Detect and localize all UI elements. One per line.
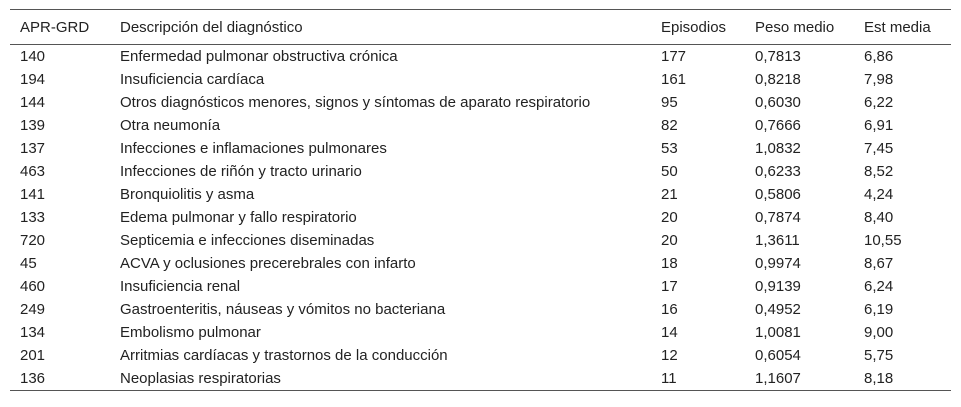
descripcion-cell: Insuficiencia renal [120, 278, 241, 295]
est-media-cell: 5,75 [864, 347, 894, 364]
peso-medio-cell: 0,6233 [755, 163, 801, 180]
table-row [10, 114, 951, 137]
est-media-cell: 10,55 [864, 232, 902, 249]
peso-medio-cell: 0,4952 [755, 301, 801, 318]
episodios-cell: 12 [661, 347, 678, 364]
table-header [10, 10, 951, 45]
peso-medio-cell: 0,6054 [755, 347, 801, 364]
peso-medio-cell: 1,0832 [755, 140, 801, 157]
apr-grd-cell: 45 [20, 255, 37, 272]
apr-grd-cell: 139 [20, 117, 46, 134]
episodios-cell: 95 [661, 94, 678, 111]
diagnosis-table [10, 9, 951, 391]
apr-grd-cell: 194 [20, 71, 46, 88]
episodios-cell: 18 [661, 255, 678, 272]
peso-medio-cell: 0,7813 [755, 48, 801, 65]
table-row [10, 45, 951, 69]
episodios-cell: 20 [661, 209, 678, 226]
episodios-cell: 50 [661, 163, 678, 180]
est-media-cell: 6,91 [864, 117, 894, 134]
diagnosis-table-container [10, 9, 951, 391]
table-row [10, 91, 951, 114]
descripcion-cell: Arritmias cardíacas y trastornos de la conducción [120, 347, 448, 364]
apr-grd-cell: 136 [10, 367, 110, 391]
apr-grd-cell: 720 [20, 232, 46, 249]
descripcion-cell: Otra neumonía [120, 117, 221, 134]
table-row [10, 229, 951, 252]
descripcion-cell: Infecciones e inflamaciones pulmonares [120, 140, 387, 157]
episodios-cell: 14 [661, 324, 678, 341]
table-row [10, 298, 951, 321]
apr-grd-cell: 133 [20, 209, 46, 226]
header-apr-grd: APR-GRD [10, 10, 110, 45]
peso-medio-cell: 1,3611 [755, 232, 800, 249]
apr-grd-cell: 134 [20, 324, 46, 341]
est-media-cell: 6,86 [864, 48, 894, 65]
descripcion-cell: Infecciones de riñón y tracto urinario [120, 163, 362, 180]
header-episodios: Episodios [651, 10, 745, 45]
est-media-cell: 6,22 [864, 94, 894, 111]
peso-medio-cell: 0,8218 [755, 71, 801, 88]
est-media-cell: 7,98 [864, 71, 894, 88]
episodios-cell: 21 [661, 186, 678, 203]
peso-medio-cell: 0,9974 [755, 255, 801, 272]
peso-medio-cell: 1,0081 [755, 324, 801, 341]
table-row [10, 252, 951, 275]
episodios-cell: 20 [661, 232, 678, 249]
descripcion-cell: Enfermedad pulmonar obstructiva crónica [120, 48, 398, 65]
episodios-cell: 17 [661, 278, 678, 295]
episodios-cell: 16 [661, 301, 678, 318]
apr-grd-cell: 463 [20, 163, 46, 180]
header-peso-medio: Peso medio [745, 10, 854, 45]
table-row [10, 344, 951, 367]
apr-grd-cell: 140 [20, 48, 46, 65]
header-row [10, 10, 951, 45]
est-media-cell: 8,18 [854, 367, 951, 391]
table-row [10, 367, 951, 391]
peso-medio-cell: 0,5806 [755, 186, 801, 203]
table-row [10, 183, 951, 206]
peso-medio-cell: 0,7666 [755, 117, 801, 134]
table-row [10, 321, 951, 344]
table-row [10, 275, 951, 298]
est-media-cell: 7,45 [864, 140, 894, 157]
est-media-cell: 6,24 [864, 278, 894, 295]
apr-grd-cell: 144 [20, 94, 46, 111]
apr-grd-cell: 460 [20, 278, 46, 295]
peso-medio-cell: 1,1607 [745, 367, 854, 391]
descripcion-cell: Septicemia e infecciones diseminadas [120, 232, 375, 249]
descripcion-cell: Embolismo pulmonar [120, 324, 261, 341]
table-row [10, 68, 951, 91]
est-media-cell: 6,19 [864, 301, 894, 318]
table-row [10, 206, 951, 229]
episodios-cell: 11 [651, 367, 745, 391]
peso-medio-cell: 0,6030 [755, 94, 801, 111]
apr-grd-cell: 141 [20, 186, 46, 203]
descripcion-cell: ACVA y oclusiones precerebrales con infarto [120, 255, 416, 272]
apr-grd-cell: 201 [20, 347, 46, 364]
descripcion-cell: Bronquiolitis y asma [120, 186, 255, 203]
est-media-cell: 9,00 [864, 324, 894, 341]
header-est-media: Est media [854, 10, 951, 45]
table-body [10, 45, 951, 391]
table-row [10, 137, 951, 160]
descripcion-cell: Neoplasias respiratorias [110, 367, 651, 391]
est-media-cell: 8,67 [864, 255, 894, 272]
apr-grd-cell: 249 [20, 301, 46, 318]
apr-grd-cell: 137 [20, 140, 46, 157]
table-row [10, 160, 951, 183]
episodios-cell: 53 [661, 140, 678, 157]
descripcion-cell: Otros diagnósticos menores, signos y síntomas de aparato respiratorio [120, 94, 591, 111]
descripcion-cell: Edema pulmonar y fallo respiratorio [120, 209, 357, 226]
episodios-cell: 82 [661, 117, 678, 134]
episodios-cell: 161 [661, 71, 687, 88]
est-media-cell: 4,24 [864, 186, 894, 203]
peso-medio-cell: 0,7874 [755, 209, 801, 226]
peso-medio-cell: 0,9139 [755, 278, 801, 295]
episodios-cell: 177 [661, 48, 687, 65]
descripcion-cell: Gastroenteritis, náuseas y vómitos no bacteriana [120, 301, 446, 318]
descripcion-cell: Insuficiencia cardíaca [120, 71, 265, 88]
header-descripcion: Descripción del diagnóstico [110, 10, 651, 45]
est-media-cell: 8,40 [864, 209, 894, 226]
est-media-cell: 8,52 [864, 163, 894, 180]
